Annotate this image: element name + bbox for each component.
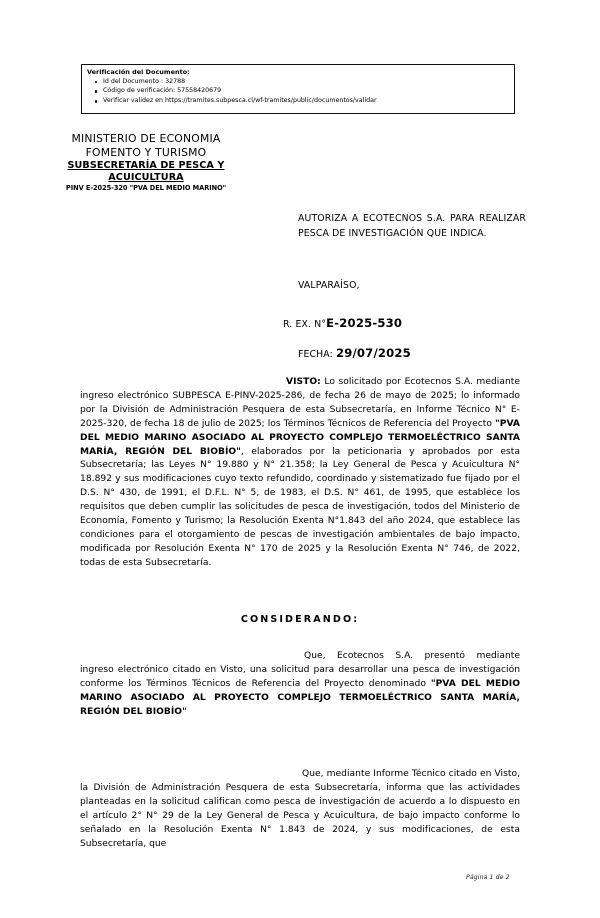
considerando-1-text: Que, Ecotecnos S.A. presentó mediante ingreso electrónico citado en Visto, una solicitud para desarrollar una pesca de investigación conforme los Términos Técnicos de Referencia del Proyecto denominado	[80, 651, 520, 689]
visto-paragraph	[80, 376, 520, 571]
place-line: VALPARAÍSO,	[298, 280, 360, 291]
resolution-number-line	[283, 316, 402, 330]
resolution-label: R. EX. N°	[283, 319, 327, 330]
date-label: FECHA:	[298, 349, 333, 360]
verification-title: Verificación del Documento:	[87, 68, 190, 76]
footer-page-number: Página 1 de 2	[466, 874, 510, 881]
letterhead	[22, 132, 270, 193]
considerando-heading: CONSIDERANDO:	[240, 614, 360, 625]
letterhead-line-subsecretaria: SUBSECRETARÍA DE PESCA Y	[67, 159, 225, 171]
visto-heading: VISTO:	[286, 377, 321, 387]
verification-box	[81, 64, 515, 114]
letterhead-line-acuicultura: ACUICULTURA	[108, 171, 184, 183]
verification-list	[87, 77, 514, 106]
letterhead-line-ministry: MINISTERIO DE ECONOMIA	[71, 132, 221, 145]
letterhead-project-code: PINV E-2025-320 "PVA DEL MEDIO MARINO"	[65, 184, 227, 193]
date-line	[298, 346, 411, 360]
considerando-1-project-name: "PVA DEL MEDIO MARINO ASOCIADO AL PROYECTO COMPLEJO TERMOELÉCTRICO SANTA MARÍA, REGIÓN DEL BIOBÍO"	[80, 678, 520, 717]
letterhead-line-fomento: FOMENTO Y TURISMO	[85, 145, 207, 159]
visto-project-name: "PVA DEL MEDIO MARINO ASOCIADO AL PROYECTO COMPLEJO TERMOELÉCTRICO SANTA MARÍA, REGIÓN DEL BIOBÍO"	[80, 418, 520, 457]
considerando-2-text: Que, mediante Informe Técnico citado en Visto, la División de Administración Pesquera de esta Subsecretaría, informa que las actividades planteadas en la solicitud califican como pesca de investigación de acuerdo a lo dispuesto en el artículo 2° N° 29 de la Ley General de Pesca y Acuicultura, de bajo impacto conforme lo señalado en la Resolución Exenta N° 1.843 de 2024, y sus modificaciones, de esta Subsecretaría, que	[80, 769, 520, 849]
considerando-paragraph-1	[80, 650, 520, 720]
visto-text-part2: , elaborados por la peticionaria y aprobados por esta Subsecretaría; las Leyes N° 19.880 y N° 21.358; la Ley General de Pesca y Acuicultura N° 18.892 y sus modificaciones cuyo texto refundido, coordinado y sistematizado fue fijado por el D.S. N° 430, de 1991, el D.F.L. N° 5, de 1983, el D.S. N° 461, de 1995, que establece los requisitos que deben cumplir las solicitudes de pesca de investigación, todos del Ministerio de Economía, Fomento y Turismo; la Resolución Exenta N°1.843 del año 2024, que establece las condiciones para el otorgamiento de pescas de investigación ambientales de bajo impacto, modificada por Resolución Exenta N° 170 de 2025 y la Resolución Exenta N° 746, de 2022, todas de esta Subsecretaría.	[80, 446, 520, 568]
verification-item-id: Id del Documento : 32788	[103, 77, 514, 87]
verification-item-url: Verificar validez en https://tramites.subpesca.cl/wf-tramites/public/documentos/validar	[103, 96, 514, 106]
visto-text-part1: Lo solicitado por Ecotecnos S.A. mediante ingreso electrónico SUBPESCA E-PINV-2025-286, de fecha 26 de mayo de 2025; lo informado por la División de Administración Pesquera de esta Subsecretaría, en Informe Técnico N° E-2025-320, de fecha 18 de julio de 2025; los Términos Técnicos de Referencia del Proyecto	[80, 377, 520, 429]
resolution-number: E-2025-530	[326, 316, 403, 330]
considerando-paragraph-2	[80, 768, 520, 851]
date-value: 29/07/2025	[335, 346, 411, 360]
verification-item-code: Código de verificación: 57558420679	[103, 86, 514, 96]
subject-block: AUTORIZA A ECOTECNOS S.A. PARA REALIZAR PESCA DE INVESTIGACIÓN QUE INDICA.	[298, 213, 526, 240]
